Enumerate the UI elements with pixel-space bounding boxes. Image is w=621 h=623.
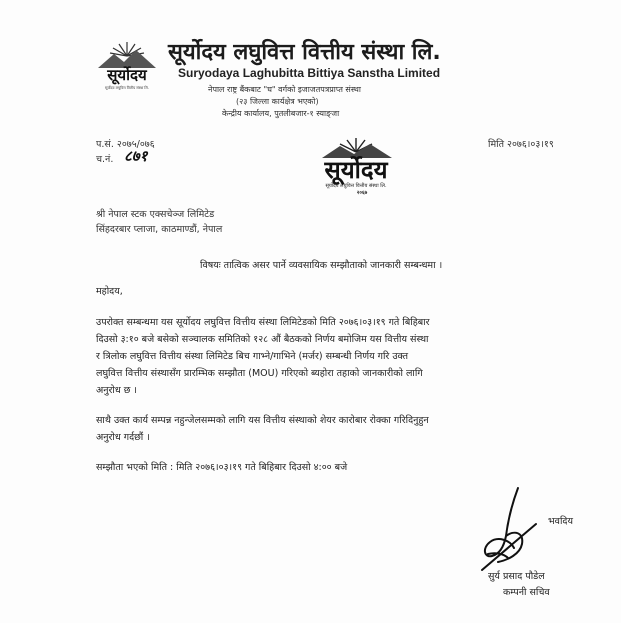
body-paragraph-1-line-2: दिउसो ३:१० बजे बसेको सञ्चालक समितिको १२८ औं बैठकको निर्णय बमोजिम यस वित्तीय संस्था — [96, 334, 429, 345]
stamp-tagline: सूर्योदय लघुवित्त वित्तीय संस्था लि. — [325, 183, 387, 189]
header-logo-tagline: सूर्योदय लघुवित्त वित्तीय संस्था लि. — [105, 86, 149, 90]
body-paragraph-2-line-1: साथै उक्त कार्य सम्पन्न नहुन्जेलसम्मको लागि यस वित्तीय संस्थाको शेयर कारोबार रोक्का गरिदिनुहुन — [96, 415, 429, 426]
closing-text: भवदिय — [548, 516, 573, 527]
signer-title: कम्पनी सचिव — [503, 587, 550, 598]
body-paragraph-1-line-5: अनुरोध छ । — [96, 385, 138, 396]
header-logo-text: सूर्योदय — [107, 66, 147, 84]
body-paragraph-2-line-2: अनुरोध गर्दछौं । — [96, 432, 150, 443]
cn-label: च.नं. — [96, 154, 114, 165]
cn-number: ८७१ — [124, 147, 148, 165]
body-paragraph-1-line-4: लघुवित्त वित्तीय संस्थासँग प्रारम्भिक सम्झौता (MOU) गरिएको ब्यहोरा तहाको जानकारीको लागि — [96, 368, 423, 379]
org-subtitle-districts: (२३ जिल्ला कार्यक्षेत्र भएको) — [236, 97, 319, 106]
signer-name: सुर्य प्रसाद पौडेल — [488, 571, 545, 582]
stamp-logo-text: सूर्योदय — [324, 156, 388, 184]
body-paragraph-1-line-3: र त्रिलोक लघुवित्त वित्तीय संस्था लिमिटेड बिच गाभ्ने/गाभिने (मर्जर) सम्बन्धी निर्णय गरि उक्त — [96, 351, 409, 362]
salutation: महोदय, — [96, 286, 123, 297]
ps-number: प.सं. २०७५/०७६ — [96, 139, 155, 150]
agreement-date-line: सम्झौता भएको मिति : मिति २०७६।०३।१९ गते बिहिबार दिउसो ४:०० बजे — [96, 462, 348, 473]
org-name-english: Suryodaya Laghubitta Bittiya Sanstha Limited — [178, 66, 441, 80]
org-subtitle-license: नेपाल राष्ट्र बैंकबाट "घ" वर्गको इजाजतपत्रप्राप्त संस्था — [208, 85, 361, 94]
handwritten-signature — [478, 484, 540, 576]
header-logo — [92, 38, 162, 93]
letter-subject: विषयः तात्विक असर पार्ने व्यवसायिक सम्झौताको जानकारी सम्बन्धमा । — [200, 260, 443, 271]
stamp-year: २०६७ — [356, 190, 368, 196]
letter-date: मिति २०७६।०३।१९ — [488, 139, 554, 150]
body-paragraph-1-line-1: उपरोक्त सम्बन्धमा यस सूर्योदय लघुवित्त वित्तीय संस्था लिमिटेडको मिति २०७६।०३।१९ गते बिहिबार — [96, 317, 430, 328]
center-stamp-logo — [300, 136, 412, 196]
recipient-name: श्री नेपाल स्टक एक्सचेञ्ज लिमिटेड — [96, 209, 215, 220]
org-subtitle-office: केन्द्रीय कार्यालय, पुतलीबजार-१ स्याङ्जा — [222, 109, 340, 118]
org-name-nepali: सूर्योदय लघुवित्त वित्तीय संस्था लि. — [168, 40, 441, 65]
recipient-address: सिंहदरबार प्लाजा, काठमाण्डौं, नेपाल — [96, 224, 223, 235]
